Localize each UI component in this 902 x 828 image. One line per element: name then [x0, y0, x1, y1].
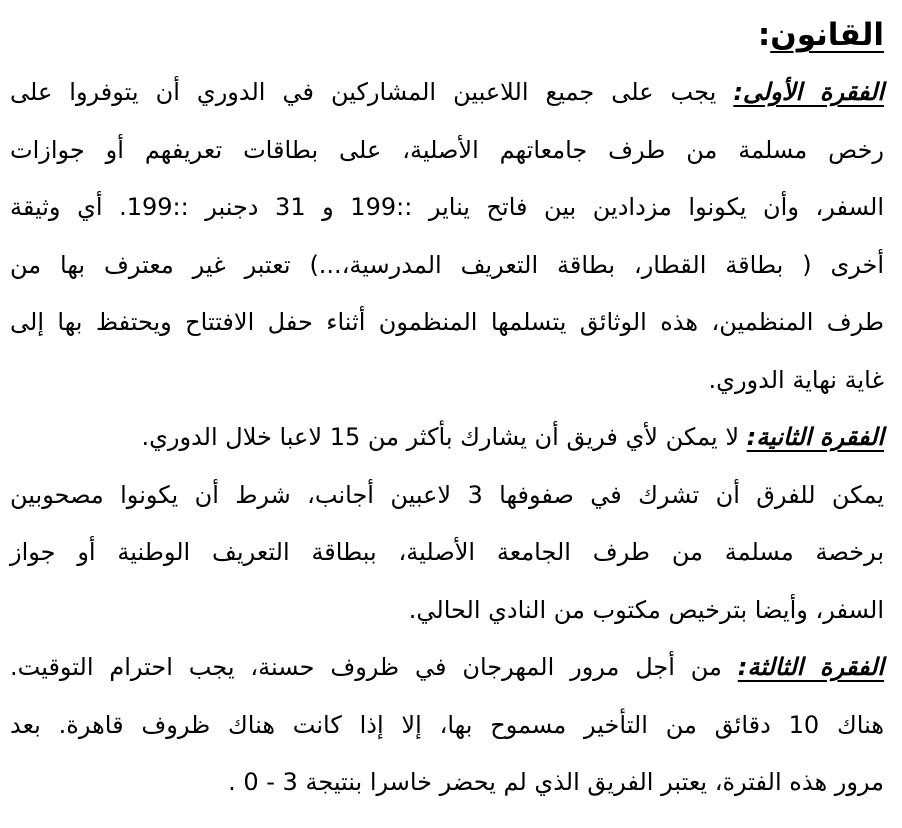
clause-1-text-1: يجب على جميع اللاعبين المشاركين في الدوري أن يتوفروا على	[10, 78, 734, 106]
clause-1-line-3: السفر، وأن يكونوا مزدادين بين فاتح يناير ::199 و 31 دجنبر ::199. أي وثيقة	[10, 193, 885, 221]
clause-1-line-4: أخرى ( بطاقة القطار، بطاقة التعريف المدرسية،...) تعتبر غير معترف بها من	[10, 250, 884, 279]
clause-1-line-2: رخص مسلمة من طرف جامعاتهم الأصلية، على بطاقات تعريفهم أو جوازات	[10, 135, 884, 164]
clause-1-line-6: غاية نهاية الدوري.	[708, 365, 884, 394]
clause-2-text-1: لا يمكن لأي فريق أن يشارك بأكثر من 15 لاعبا خلال الدوري.	[141, 423, 747, 451]
clause-1-line-5: طرف المنظمين، هذه الوثائق يتسلمها المنظمون أثناء حفل الافتتاح ويحتفظ بها إلى	[10, 308, 884, 336]
clause-3-line-1	[10, 639, 884, 697]
clause-1	[10, 64, 884, 409]
heading-title: القانون	[770, 17, 884, 53]
clause-1-line-1	[10, 64, 884, 122]
clause-2-line-1	[10, 409, 884, 467]
clause-2-line-2: يمكن للفرق أن تشرك في صفوفها 3 لاعبين أجانب، شرط أن يكونوا مصحوبين	[10, 480, 884, 509]
clause-3-line-3: مرور هذه الفترة، يعتبر الفريق الذي لم يحضر خاسرا بنتيجة 3 - 0 .	[228, 768, 884, 796]
clause-2	[10, 409, 884, 639]
clause-2-line-4: السفر، وأيضا بترخيص مكتوب من النادي الحالي.	[408, 595, 884, 624]
clause-3	[10, 639, 884, 812]
clause-2-title: الفقرة الثانية:	[746, 423, 884, 451]
document-heading	[10, 6, 884, 64]
clause-3-title: الفقرة الثالثة:	[737, 653, 884, 681]
clause-2-line-3: برخصة مسلمة من طرف الجامعة الأصلية، ببطاقة التعريف الوطنية أو جواز	[10, 538, 884, 566]
heading-colon: :	[757, 17, 771, 53]
clause-3-text-1: من أجل مرور المهرجان في ظروف حسنة، يجب احترام التوقيت.	[10, 653, 738, 681]
clause-3-line-2: هناك 10 دقائق من التأخير مسموح بها، إلا إذا كانت هناك ظروف قاهرة. بعد	[10, 710, 885, 739]
clause-1-title: الفقرة الأولى:	[733, 78, 884, 106]
